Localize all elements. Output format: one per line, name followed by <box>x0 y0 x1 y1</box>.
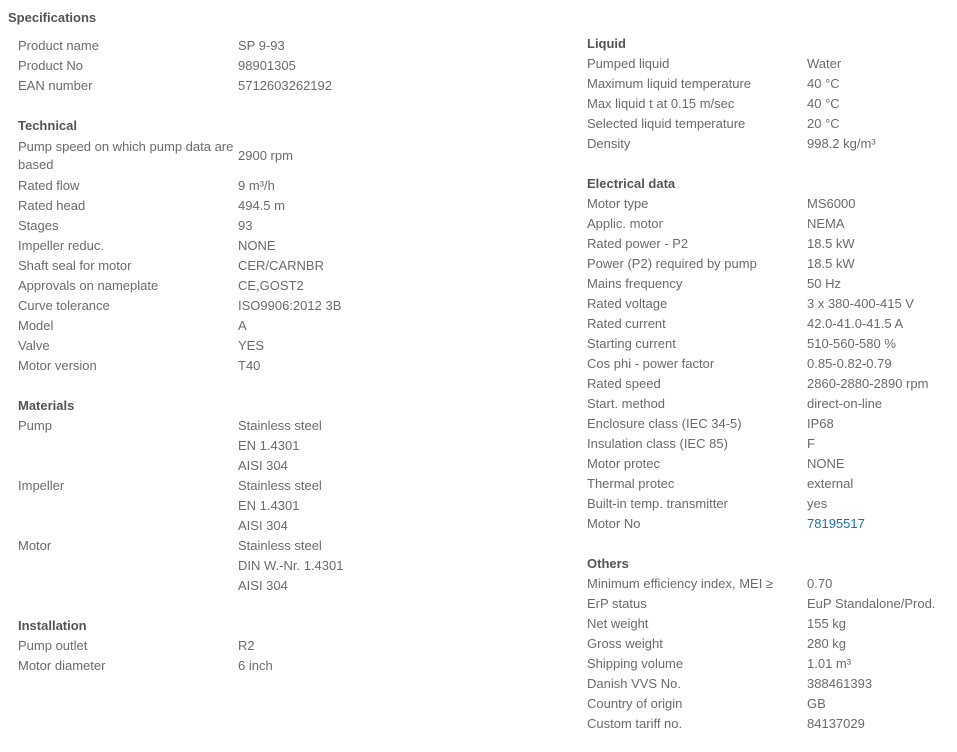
spec-row-max-liquid-t <box>587 94 952 114</box>
spec-row-stages <box>18 216 558 236</box>
spec-label: Maximum liquid temperature <box>587 76 752 91</box>
spec-value: T40 <box>238 358 261 373</box>
spec-row-rated-head <box>18 196 558 216</box>
spec-row-custom-tariff <box>587 714 952 734</box>
spec-row-approvals <box>18 276 558 296</box>
spec-value: 388461393 <box>807 676 873 691</box>
spec-value: R2 <box>238 638 255 653</box>
spec-label: Country of origin <box>587 696 683 711</box>
spec-label: Thermal protec <box>587 476 675 491</box>
spec-row-net-weight <box>587 614 952 634</box>
spec-value: 6 inch <box>238 658 273 673</box>
section-heading-electrical: Electrical data <box>587 176 676 191</box>
page-title: Specifications <box>8 10 97 25</box>
spec-row-product-name <box>18 36 558 56</box>
spec-row-pump-speed <box>18 136 558 176</box>
spec-label: Approvals on nameplate <box>18 278 159 293</box>
spec-value: CER/CARNBR <box>238 258 324 273</box>
spec-value: SP 9-93 <box>238 38 285 53</box>
spec-label: Cos phi - power factor <box>587 356 715 371</box>
spec-value: CE,GOST2 <box>238 278 304 293</box>
spec-row-mei <box>587 574 952 594</box>
spec-value: 98901305 <box>238 58 296 73</box>
spec-value: yes <box>807 496 828 511</box>
spec-label: Valve <box>18 338 50 353</box>
spec-value: AISI 304 <box>238 518 288 533</box>
motor-no-link[interactable]: 78195517 <box>807 516 865 531</box>
spec-value: external <box>807 476 854 491</box>
spec-row-curve-tolerance <box>18 296 558 316</box>
spec-value: NONE <box>238 238 276 253</box>
spec-label: Impeller reduc. <box>18 238 104 253</box>
spec-value: 20 °C <box>807 116 840 131</box>
spec-label: Rated current <box>587 316 666 331</box>
spec-label: Density <box>587 136 631 151</box>
spec-value: IP68 <box>807 416 834 431</box>
spec-label: ErP status <box>587 596 647 611</box>
spec-row-power-required <box>587 254 952 274</box>
spec-row-material-pump <box>18 416 558 476</box>
spec-row-valve <box>18 336 558 356</box>
spec-value: 280 kg <box>807 636 847 651</box>
spec-label: Starting current <box>587 336 676 351</box>
spec-value: EN 1.4301 <box>238 438 300 453</box>
spec-label: Max liquid t at 0.15 m/sec <box>587 96 735 111</box>
spec-value: ISO9906:2012 3B <box>238 298 342 313</box>
spec-row-insulation-class <box>587 434 952 454</box>
spec-value: 2860-2880-2890 rpm <box>807 376 929 391</box>
spec-value: 84137029 <box>807 716 865 731</box>
spec-row-impeller-reduc <box>18 236 558 256</box>
spec-label: Gross weight <box>587 636 663 651</box>
spec-label: Rated speed <box>587 376 661 391</box>
spec-label: Pumped liquid <box>587 56 670 71</box>
spec-value: 18.5 kW <box>807 256 855 271</box>
section-heading-liquid: Liquid <box>587 36 626 51</box>
spec-label: Shaft seal for motor <box>18 258 132 273</box>
spec-row-rated-voltage <box>587 294 952 314</box>
spec-row-rated-speed <box>587 374 952 394</box>
spec-column-right <box>587 34 952 734</box>
spec-value: 9 m³/h <box>238 178 275 193</box>
spec-value: 2900 rpm <box>238 148 293 163</box>
spec-row-material-motor <box>18 536 558 596</box>
spec-label: Built-in temp. transmitter <box>587 496 728 511</box>
spec-value: A <box>238 318 247 333</box>
spec-label: Stages <box>18 218 59 233</box>
spec-value: 494.5 m <box>238 198 285 213</box>
spec-row-temp-transmitter <box>587 494 952 514</box>
spec-value: NONE <box>807 456 845 471</box>
spec-label: Rated flow <box>18 178 80 193</box>
spec-label: Model <box>18 318 54 333</box>
spec-label: Product No <box>18 58 84 73</box>
spec-label: Pump outlet <box>18 638 88 653</box>
spec-label: Shipping volume <box>587 656 684 671</box>
spec-row-rated-power <box>587 234 952 254</box>
spec-label: Motor <box>18 538 52 553</box>
spec-value: 0.70 <box>807 576 833 591</box>
section-heading-others: Others <box>587 556 629 571</box>
spec-value: 50 Hz <box>807 276 841 291</box>
spec-label: Rated power - P2 <box>587 236 689 251</box>
spec-value: Stainless steel <box>238 478 322 493</box>
spec-row-motor-diameter <box>18 656 558 676</box>
spec-row-pump-outlet <box>18 636 558 656</box>
spec-value: 998.2 kg/m³ <box>807 136 876 151</box>
spec-row-motor-version <box>18 356 558 376</box>
spec-value: Stainless steel <box>238 418 322 433</box>
spec-label: Start. method <box>587 396 666 411</box>
spec-row-shaft-seal <box>18 256 558 276</box>
spec-label: Power (P2) required by pump <box>587 256 757 271</box>
spec-label: Insulation class (IEC 85) <box>587 436 728 451</box>
spec-value: 1.01 m³ <box>807 656 852 671</box>
spec-value: GB <box>807 696 826 711</box>
spec-label: Curve tolerance <box>18 298 110 313</box>
spec-column-left <box>18 36 558 676</box>
spec-label: Pump speed on which pump data are based <box>18 139 234 172</box>
spec-row-density <box>587 134 952 154</box>
spec-label: Selected liquid temperature <box>587 116 746 131</box>
spec-value: 42.0-41.0-41.5 A <box>807 316 904 331</box>
spec-row-country-of-origin <box>587 694 952 714</box>
spec-label: Product name <box>18 38 99 53</box>
spec-label: Custom tariff no. <box>587 716 683 731</box>
spec-value: EN 1.4301 <box>238 498 300 513</box>
spec-value: 5712603262192 <box>238 78 332 93</box>
spec-row-motor-no <box>587 514 952 534</box>
spec-value: AISI 304 <box>238 458 288 473</box>
section-heading-technical: Technical <box>18 118 78 133</box>
spec-value: 155 kg <box>807 616 847 631</box>
spec-value: EuP Standalone/Prod. <box>807 596 936 611</box>
spec-row-max-liquid-temp <box>587 74 952 94</box>
spec-row-product-no <box>18 56 558 76</box>
spec-label: Rated voltage <box>587 296 668 311</box>
spec-value: 3 x 380-400-415 V <box>807 296 914 311</box>
spec-row-motor-protec <box>587 454 952 474</box>
spec-value: MS6000 <box>807 196 856 211</box>
spec-label: Motor No <box>587 516 641 531</box>
spec-value: 510-560-580 % <box>807 336 896 351</box>
spec-label: Applic. motor <box>587 216 663 231</box>
spec-row-start-method <box>587 394 952 414</box>
spec-row-rated-flow <box>18 176 558 196</box>
spec-value: 40 °C <box>807 96 840 111</box>
spec-value: Stainless steel <box>238 538 322 553</box>
spec-label: Net weight <box>587 616 649 631</box>
spec-row-danish-vvs <box>587 674 952 694</box>
spec-row-thermal-protec <box>587 474 952 494</box>
spec-label: Impeller <box>18 478 65 493</box>
spec-label: Minimum efficiency index, MEI ≥ <box>587 576 774 591</box>
spec-row-pumped-liquid <box>587 54 952 74</box>
spec-label: Motor protec <box>587 456 660 471</box>
spec-row-motor-type <box>587 194 952 214</box>
spec-value: 40 °C <box>807 76 840 91</box>
spec-label: Mains frequency <box>587 276 683 291</box>
spec-value: 93 <box>238 218 253 233</box>
spec-row-shipping-volume <box>587 654 952 674</box>
spec-label: Pump <box>18 418 52 433</box>
spec-row-enclosure-class <box>587 414 952 434</box>
spec-row-applic-motor <box>587 214 952 234</box>
spec-value: DIN W.-Nr. 1.4301 <box>238 558 344 573</box>
spec-label: EAN number <box>18 78 93 93</box>
spec-label: Motor version <box>18 358 97 373</box>
spec-value: YES <box>238 338 265 353</box>
spec-row-erp-status <box>587 594 952 614</box>
spec-row-material-impeller <box>18 476 558 536</box>
section-heading-materials: Materials <box>18 398 75 413</box>
spec-row-starting-current <box>587 334 952 354</box>
spec-value: F <box>807 436 815 451</box>
spec-label: Rated head <box>18 198 86 213</box>
spec-row-gross-weight <box>587 634 952 654</box>
spec-label: Motor diameter <box>18 658 106 673</box>
spec-value: AISI 304 <box>238 578 288 593</box>
spec-value: 0.85-0.82-0.79 <box>807 356 892 371</box>
spec-label: Enclosure class (IEC 34-5) <box>587 416 742 431</box>
spec-value: NEMA <box>807 216 845 231</box>
spec-value: Water <box>807 56 842 71</box>
spec-row-model <box>18 316 558 336</box>
spec-row-ean-number <box>18 76 558 96</box>
spec-label: Motor type <box>587 196 649 211</box>
section-heading-installation: Installation <box>18 618 87 633</box>
spec-value: 18.5 kW <box>807 236 855 251</box>
spec-row-rated-current <box>587 314 952 334</box>
spec-label: Danish VVS No. <box>587 676 681 691</box>
spec-row-mains-frequency <box>587 274 952 294</box>
spec-value: direct-on-line <box>807 396 883 411</box>
spec-row-cos-phi <box>587 354 952 374</box>
spec-row-selected-liquid-temp <box>587 114 952 134</box>
